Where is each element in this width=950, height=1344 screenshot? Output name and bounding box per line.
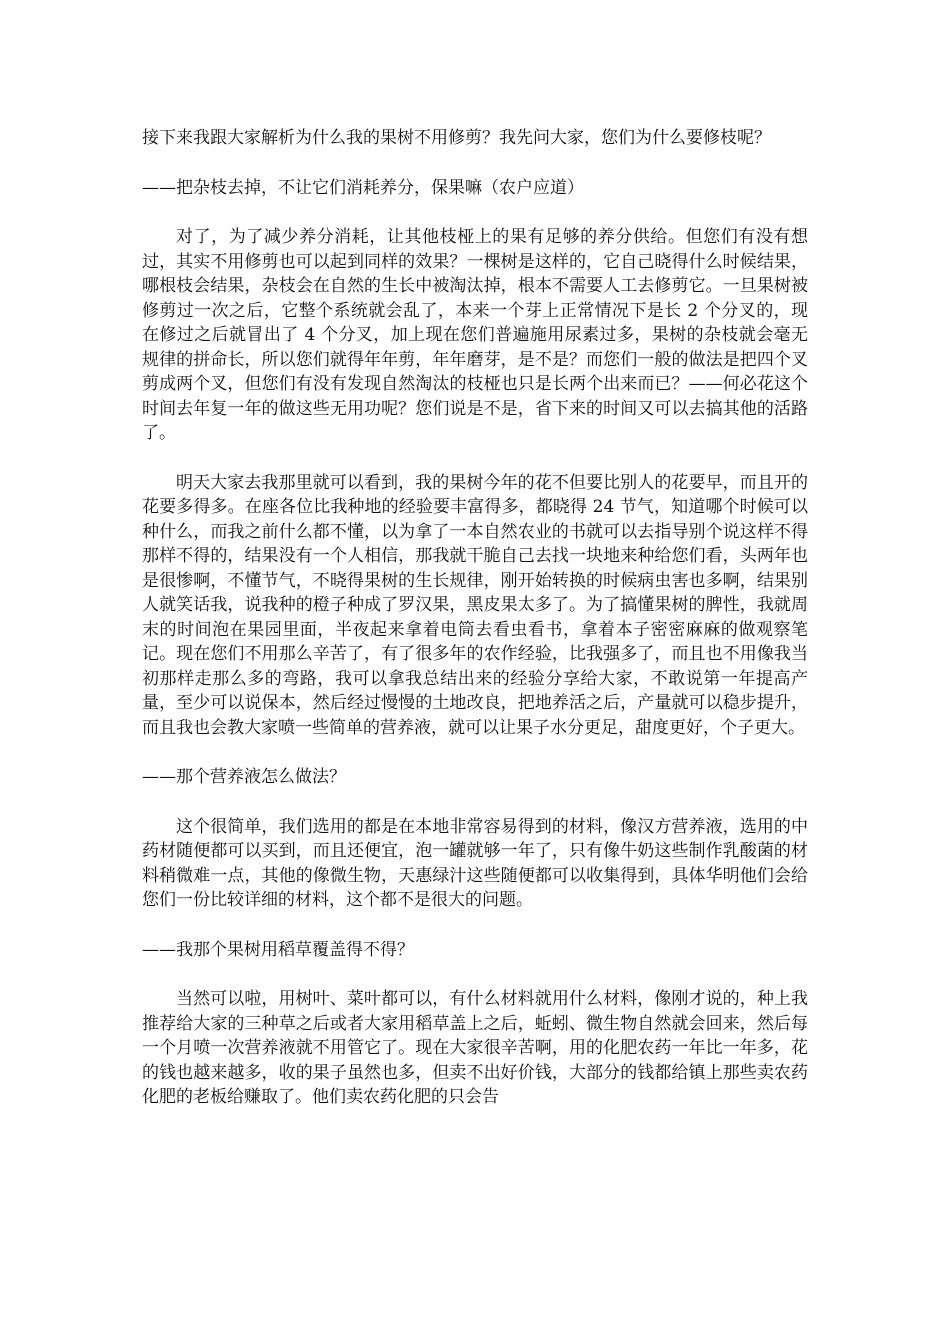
paragraph-straw-answer: 当然可以啦，用树叶、菜叶都可以，有什么材料就用什么材料，像刚才说的，种上我推荐给大家的三种草之后或者大家用稻草盖上之后，蚯蚓、微生物自然就会回来，然后每一个月喷一次营养液就不用管它了。现在大家很辛苦啊，用的化肥农药一年比一年多，花的钱也越来越多，收的果子虽然也多，但卖不出好价钱，大部分的钱都给镇上那些卖农药化肥的老板给赚取了。他们卖农药化肥的只会告 [142, 989, 808, 1107]
document-body [142, 126, 808, 1135]
paragraph-nutrient-answer: 这个很简单，我们选用的都是在本地非常容易得到的材料，像汉方营养液，选用的中药材随便都可以买到，而且还便宜，泡一罐就够一年了，只有像牛奶这些制作乳酸菌的材料稍微难一点，其他的像微生物，天惠绿汁这些随便都可以收集得到，具体华明他们会给您们一份比较详细的材料，这个都不是很大的问题。 [142, 816, 808, 910]
paragraph-pruning-explanation: 对了，为了减少养分消耗，让其他枝桠上的果有足够的养分供给。但您们有没有想过，其实不用修剪也可以起到同样的效果？一棵树是这样的，它自己晓得什么时候结果，哪根枝会结果，杂枝会在自然的生长中被淘汰掉，根本不需要人工去修剪它。一旦果树被修剪过一次之后，它整个系统就会乱了，本来一个芽上正常情况下是长 2 个分叉的，现在修过之后就冒出了 4 个分叉，加上现在您们普遍施用尿素过多，果树的杂枝就会毫无规律的拼命长，所以您们就得年年剪，年年磨芽，是不是？而您们一般的做法是把四个叉剪成两个叉，但您们有没有发现自然淘汰的枝桠也只是长两个出来而已？——何必花这个时间去年复一年的做这些无用功呢？您们说是不是，省下来的时间又可以去搞其他的活路了。 [142, 227, 808, 443]
paragraph-straw-question: ——我那个果树用稻草覆盖得不得？ [142, 939, 414, 960]
paragraph-farmer-reply: ——把杂枝去掉，不让它们消耗养分，保果嘛（农户应道） [142, 177, 584, 198]
paragraph-personal-experience: 明天大家去我那里就可以看到，我的果树今年的花不但要比别人的花要早，而且开的花要多得多。在座各位比我种地的经验要丰富得多，都晓得 24 节气，知道哪个时候可以种什么，而我之前什么都不懂，以为拿了一本自然农业的书就可以去指导别个说这样不得那样不得的，结果没有一个人相信，那我就干脆自己去找一块地来种给您们看，头两年也是很惨啊，不懂节气，不晓得果树的生长规律，刚开始转换的时候病虫害也多啊，结果别人就笑话我，说我种的橙子种成了罗汉果，黑皮果太多了。为了搞懂果树的脾性，我就周末的时间泡在果园里面，半夜起来拿着电筒去看虫看书，拿着本子密密麻麻的做观察笔记。现在您们不用那么辛苦了，有了很多年的农作经验，比我强多了，而且也不用像我当初那样走那么多的弯路，我可以拿我总结出来的经验分享给大家，不敢说第一年提高产量，至少可以说保本，然后经过慢慢的土地改良，把地养活之后，产量就可以稳步提升，而且我也会教大家喷一些简单的营养液，就可以让果子水分更足，甜度更好，个子更大。 [142, 472, 808, 738]
paragraph-nutrient-question: ——那个营养液怎么做法？ [142, 767, 346, 787]
paragraph-intro-question: 接下来我跟大家解析为什么我的果树不用修剪？我先问大家，您们为什么要修枝呢？ [142, 128, 771, 148]
